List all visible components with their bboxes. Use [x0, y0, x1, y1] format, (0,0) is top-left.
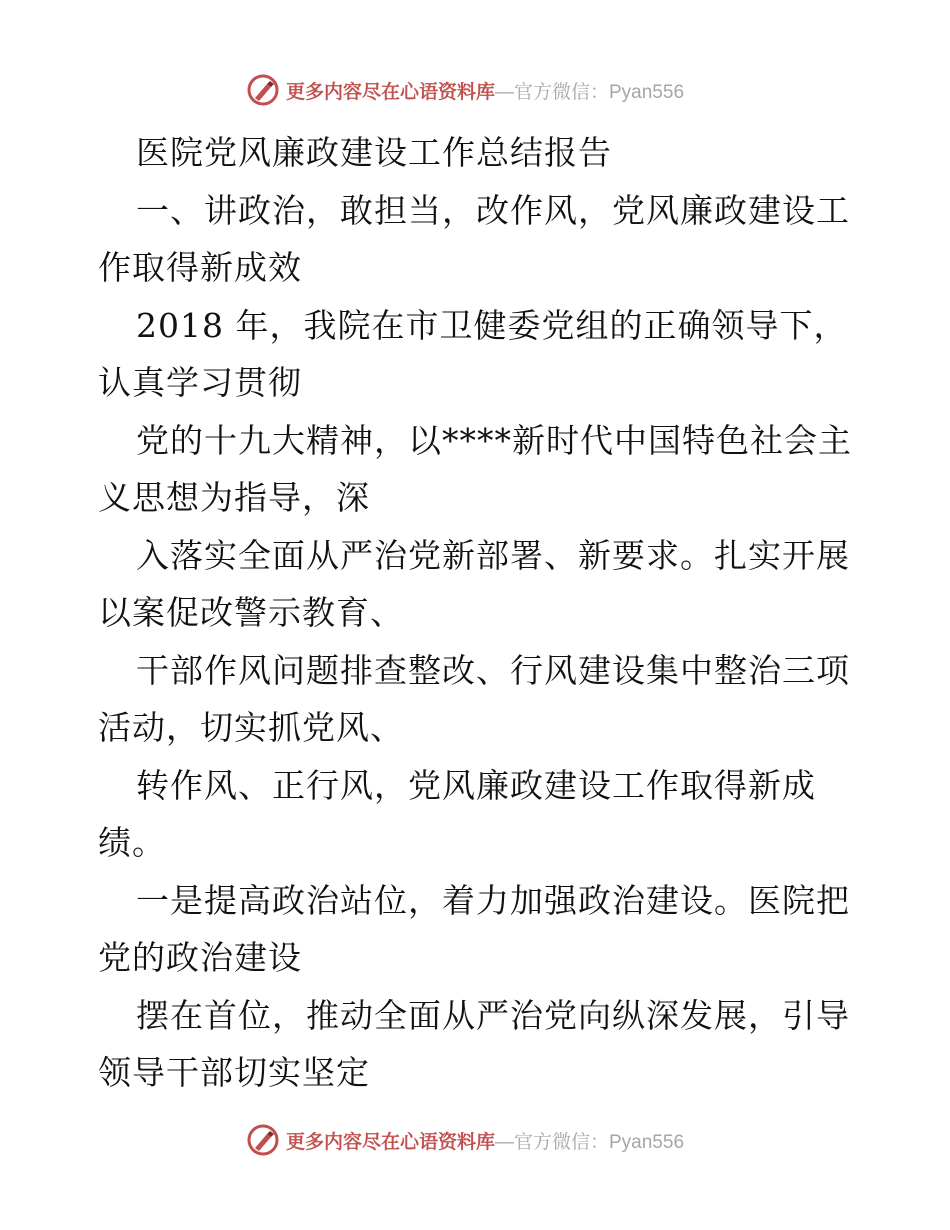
- paragraph-line: 党的政治建设: [98, 938, 302, 977]
- paragraph-line: 干部作风问题排查整改、行风建设集中整治三项: [136, 650, 850, 690]
- paragraph-line: 党的十九大精神，以****新时代中国特色社会主: [136, 420, 852, 460]
- watermark-banner-inner: [246, 1123, 684, 1157]
- watermark-official-text: —官方微信：Pyan556: [495, 1131, 685, 1153]
- paragraph-line: 一是提高政治站位，着力加强政治建设。医院把: [136, 880, 850, 920]
- paragraph-line: 2018 年，我院在市卫健委党组的正确领导下，: [136, 305, 848, 345]
- watermark-promo-text: 更多内容尽在心语资料库: [285, 81, 495, 103]
- watermark-official-text: —官方微信：Pyan556: [495, 81, 685, 103]
- paragraph-line: 绩。: [98, 823, 166, 862]
- paragraph-line: 一、讲政治，敢担当，改作风，党风廉政建设工: [136, 190, 850, 230]
- paragraph-line: 义思想为指导，深: [98, 478, 370, 517]
- paragraph-line: 入落实全面从严治党新部署、新要求。扎实开展: [136, 535, 850, 575]
- watermark-banner-top: [0, 70, 950, 110]
- watermark-promo-text: 更多内容尽在心语资料库: [285, 1131, 495, 1153]
- red-circle-pen-logo-icon: [246, 73, 280, 107]
- red-circle-pen-logo-icon: [246, 1123, 280, 1157]
- watermark-banner-inner: [246, 73, 684, 107]
- paragraph-line: 领导干部切实坚定: [98, 1053, 370, 1092]
- paragraph-line: 活动，切实抓党风、: [98, 708, 404, 747]
- watermark-text: [286, 1127, 684, 1154]
- watermark-text: [286, 77, 684, 104]
- paragraph-line: 摆在首位，推动全面从严治党向纵深发展，引导: [136, 995, 850, 1035]
- watermark-banner-bottom: [0, 1120, 950, 1160]
- document-title: 医院党风廉政建设工作总结报告: [136, 133, 612, 172]
- document-body: [98, 124, 858, 1102]
- paragraph-line: 转作风、正行风，党风廉政建设工作取得新成: [136, 765, 816, 805]
- paragraph-line: 作取得新成效: [98, 248, 302, 287]
- paragraph-line: 以案促改警示教育、: [98, 593, 404, 632]
- paragraph-line: 认真学习贯彻: [98, 363, 302, 402]
